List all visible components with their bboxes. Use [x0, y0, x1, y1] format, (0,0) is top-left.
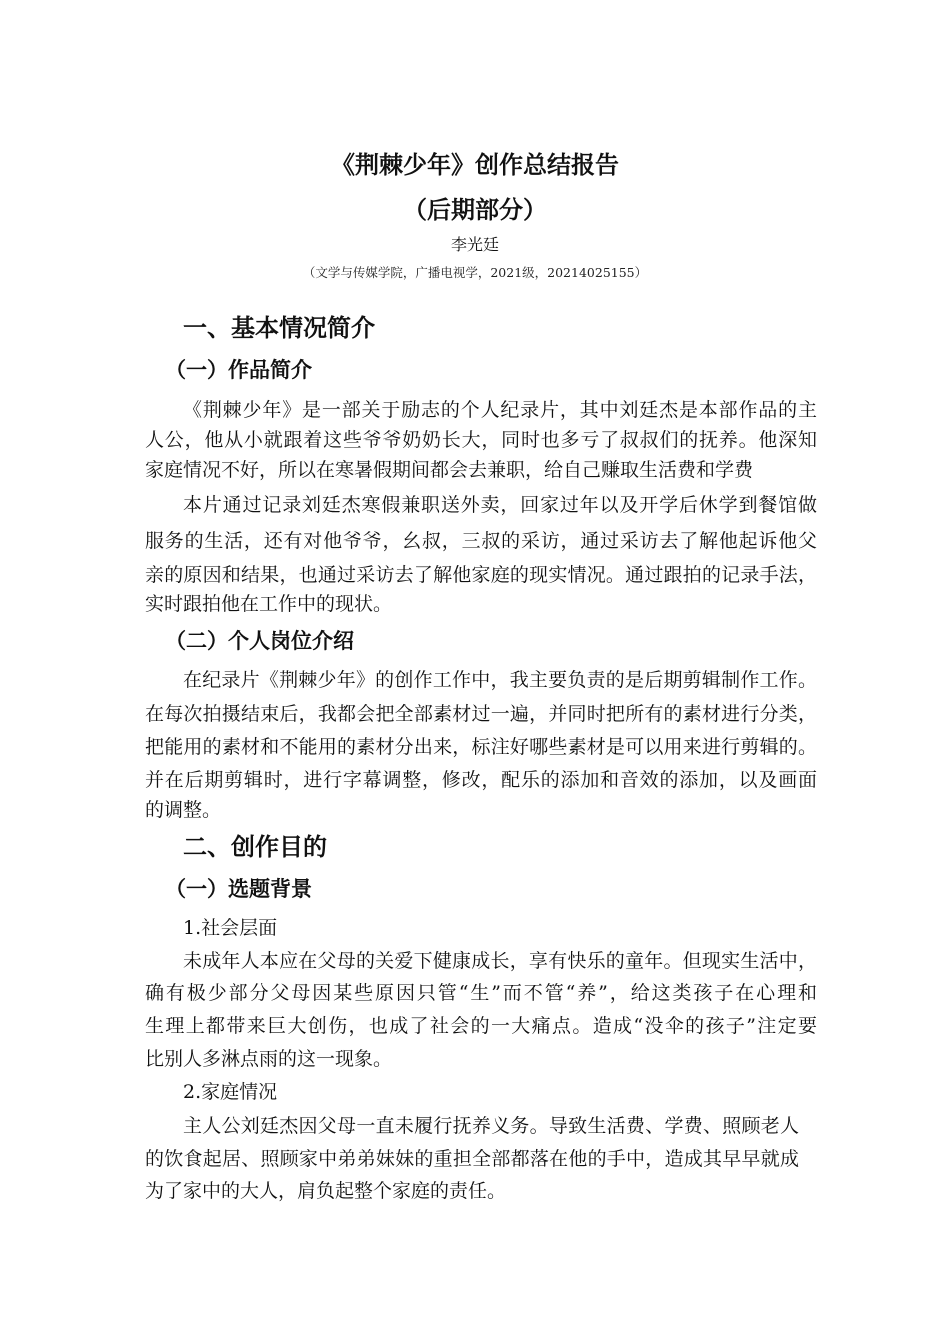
paragraph-line: 《荆棘少年》是一部关于励志的个人纪录片，其中刘廷杰是本部作品的主 — [183, 399, 817, 421]
paragraph-line: 亲的原因和结果，也通过采访去了解他家庭的现实情况。通过跟拍的记录手法， — [145, 564, 817, 586]
paragraph-line: 在每次拍摄结束后，我都会把全部素材过一遍，并同时把所有的素材进行分类， — [145, 703, 817, 725]
paragraph-line: 确有极少部分父母因某些原因只管“生”而不管“养”，给这类孩子在心理和 — [145, 982, 817, 1004]
author: 李光廷 — [450, 235, 499, 254]
document-subtitle: （后期部分） — [403, 196, 547, 224]
item-heading: 2.家庭情况 — [183, 1081, 278, 1103]
paragraph-line: 生理上都带来巨大创伤，也成了社会的一大痛点。造成“没伞的孩子”注定要 — [145, 1015, 817, 1037]
item-heading: 1.社会层面 — [183, 917, 278, 939]
paragraph-line: 未成年人本应在父母的关爱下健康成长，享有快乐的童年。但现实生活中， — [183, 950, 817, 972]
paragraph-line: 服务的生活，还有对他爷爷，幺叔，三叔的采访，通过采访去了解他起诉他父 — [145, 530, 817, 552]
paragraph-line: 本片通过记录刘廷杰寒假兼职送外卖，回家过年以及开学后休学到餐馆做 — [183, 494, 817, 516]
document-title: 《荆棘少年》创作总结报告 — [331, 151, 619, 179]
section-2-1-heading: （一）选题背景 — [165, 877, 312, 901]
section-1-1-heading: （一）作品简介 — [165, 358, 312, 382]
paragraph-line: 的调整。 — [145, 799, 222, 821]
paragraph-line: 比别人多淋点雨的这一现象。 — [145, 1048, 393, 1070]
paragraph-line: 主人公刘廷杰因父母一直未履行抚养义务。导致生活费、学费、照顾老人 — [183, 1115, 799, 1137]
paragraph-line: 实时跟拍他在工作中的现状。 — [145, 593, 393, 615]
paragraph-line: 为了家中的大人，肩负起整个家庭的责任。 — [145, 1180, 507, 1202]
paragraph-line: 把能用的素材和不能用的素材分出来，标注好哪些素材是可以用来进行剪辑的。 — [145, 736, 817, 758]
section-1-heading: 一、基本情况简介 — [183, 314, 375, 342]
paragraph-line: 人公，他从小就跟着这些爷爷奶奶长大，同时也多亏了叔叔们的抚养。他深知 — [145, 429, 817, 451]
section-2-heading: 二、创作目的 — [183, 833, 327, 861]
paragraph-line: 在纪录片《荆棘少年》的创作工作中，我主要负责的是后期剪辑制作工作。 — [183, 669, 817, 691]
affiliation: （文学与传媒学院，广播电视学，2021级，20214025155） — [302, 265, 648, 280]
paragraph-line: 并在后期剪辑时，进行字幕调整，修改，配乐的添加和音效的添加，以及画面 — [145, 769, 817, 791]
section-1-2-heading: （二）个人岗位介绍 — [165, 629, 354, 653]
paragraph-line: 的饮食起居、照顾家中弟弟妹妹的重担全部都落在他的手中，造成其早早就成 — [145, 1148, 799, 1170]
paragraph-line: 家庭情况不好，所以在寒暑假期间都会去兼职，给自己赚取生活费和学费 — [145, 459, 754, 481]
